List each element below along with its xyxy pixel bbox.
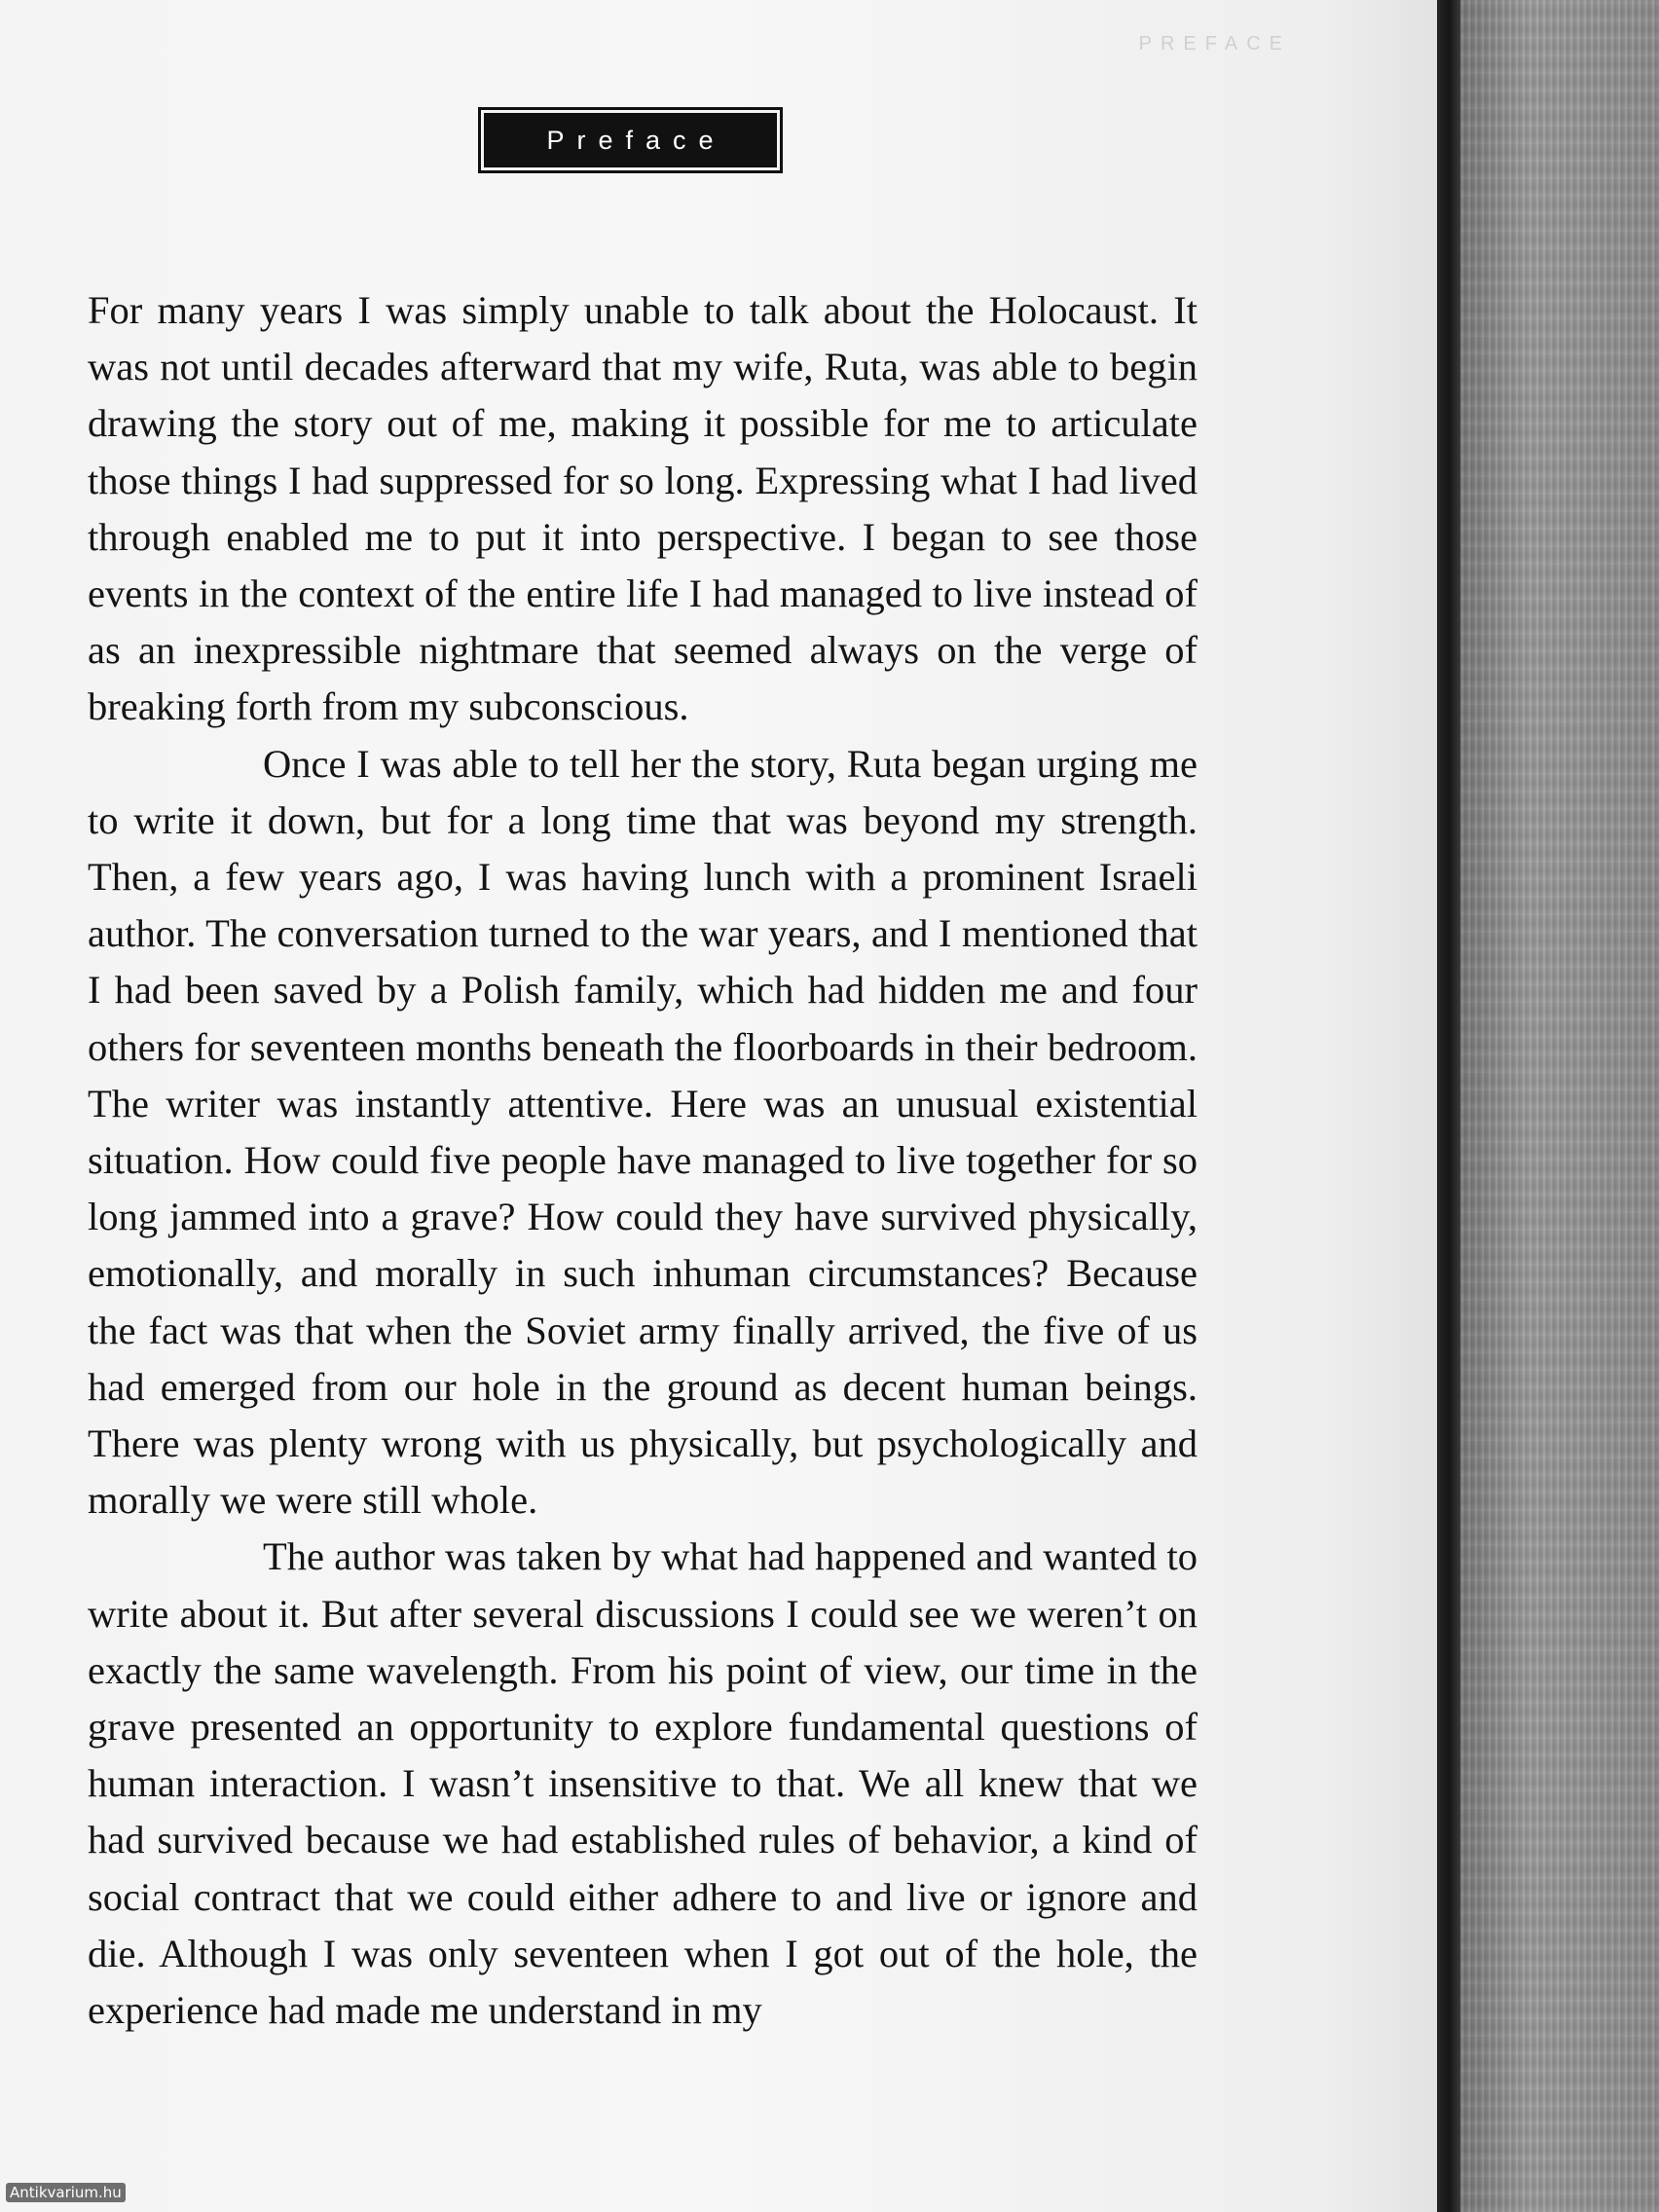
background-surface [1441,0,1659,2212]
paragraph-3: The author was taken by what had happened and wanted to write about it. But after several discussions I could see we weren’t on exactly the same wavelength. From his point of view, our time in the grave presented an opportunity to explore fundamental questions of human interaction. I wasn’t insensitive to that. We all knew that we had survived because we had established rules of behavior, a kind of social contract that we could either adhere to and live or ignore and die. Although I was only seventeen when I got out of the hole, the experience had made me understand in my [88,1534,1198,2033]
watermark: Antikvarium.hu [6,2183,126,2202]
paragraph-1: For many years I was simply unable to talk about the Holocaust. It was not until decades afterward that my wife, Ruta, was able to begin drawing the story out of me, making it possible for me to articulate those things I had suppressed for so long. Expressing what I had lived through enabled me to put it into perspective. I began to see those events in the context of the entire life I had managed to live instead of as an inexpressible nightmare that seemed always on the verge of breaking forth from my subconscious. [88,288,1198,729]
paragraph-2: Once I was able to tell her the story, Ruta began urging me to write it down, but for a long time that was beyond my strength. Then, a few years ago, I was having lunch with a prominent Israeli author. The conversation turned to the war years, and I mentioned that I had been saved by a Polish family, which had hidden me and four others for seventeen months beneath the floorboards in their bedroom. The writer was instantly attentive. Here was an unusual existential situation. How could five people have managed to live together for so long jammed into a grave? How could they have survived physically, emotionally, and morally in such inhuman circumstances? Because the fact was that when the Soviet army finally arrived, the five of us had emerged from our hole in the ground as decent human beings. There was plenty wrong with us physically, but psychologically and morally we were still whole. [88,741,1198,1523]
book-edge [1433,0,1460,2212]
section-label-text: Preface [546,125,726,155]
body-text [88,282,1198,2039]
section-label [478,107,783,173]
running-head: PREFACE [1138,33,1291,55]
